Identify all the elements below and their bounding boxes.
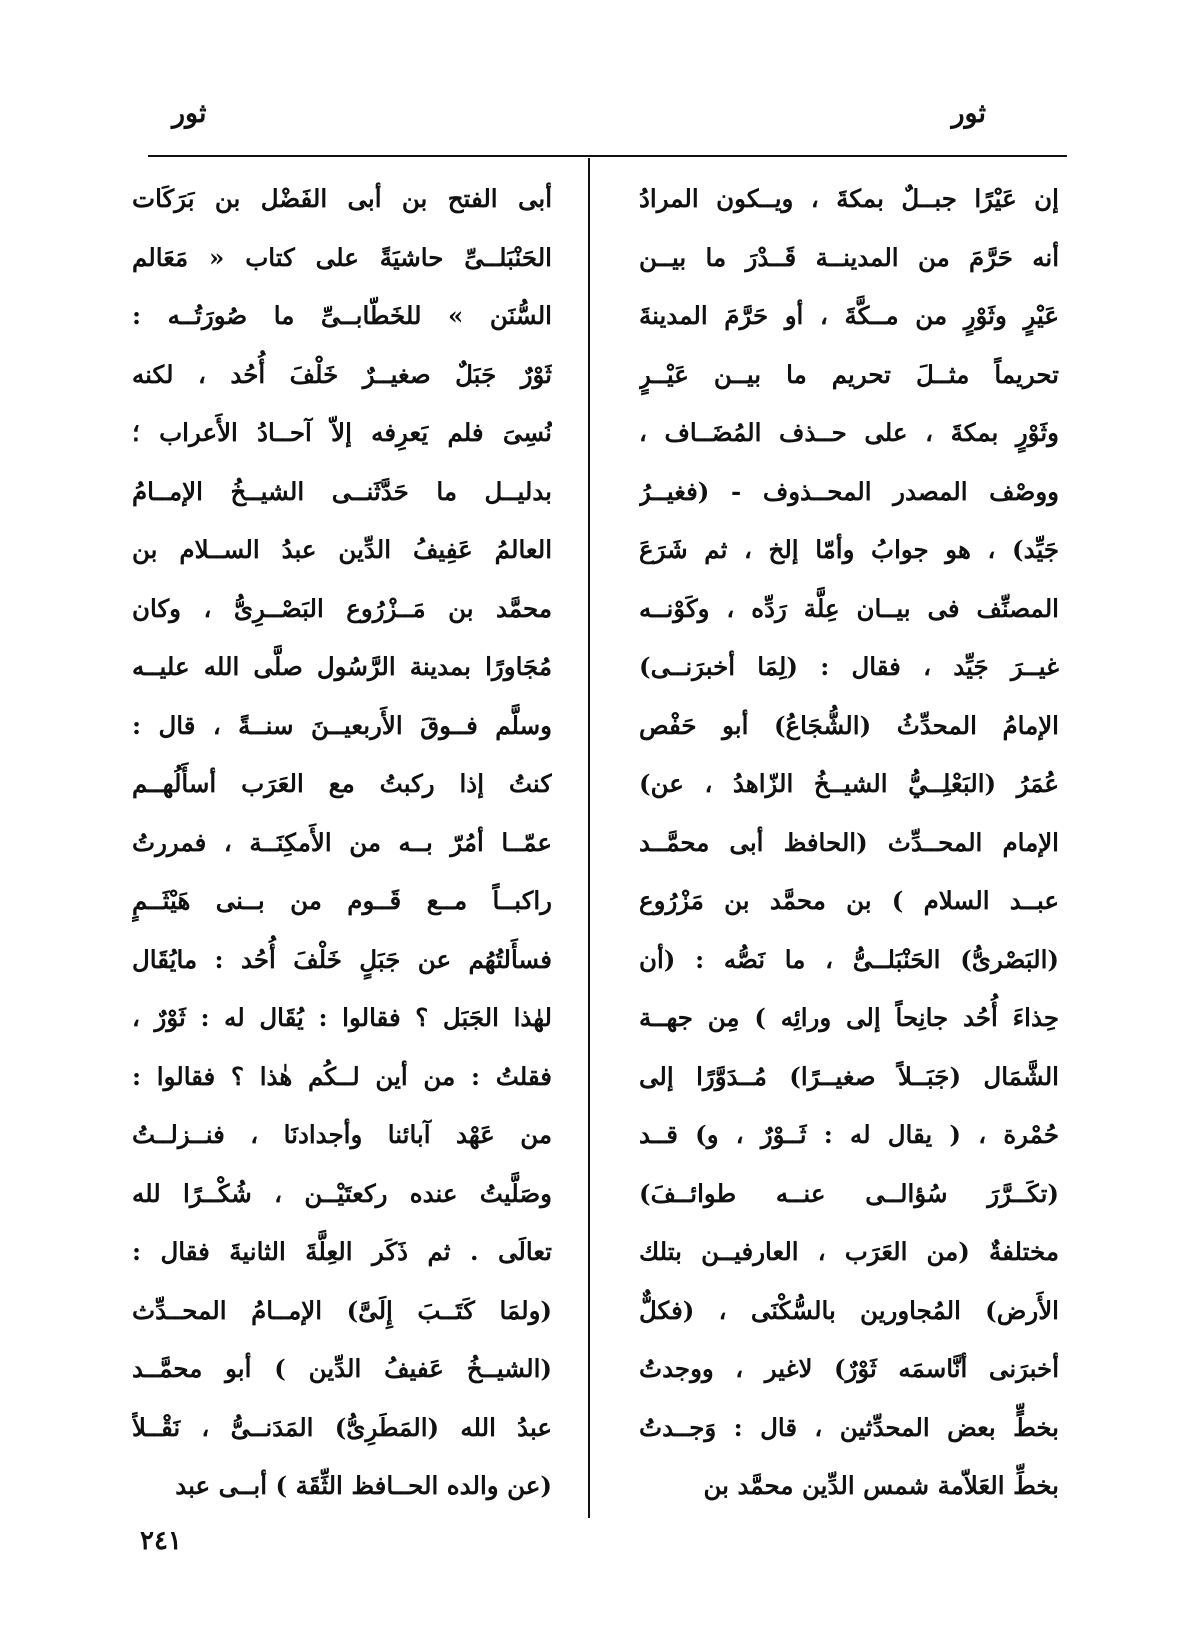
left-line: عمّــا أمُرّ بــه من الأَمكِنَــة ، فمررتُ xyxy=(132,827,552,857)
right-line: إن عَيْرًا جبــلٌ بمكةَ ، ويــكون المرادُ xyxy=(639,184,1059,213)
left-line: نُسِىَ فلم يَعرِفه إلاّ آحــادُ الأَعراب ؛ xyxy=(132,418,552,447)
right-line: (البَصْرىُّ) الحَنْبَلــىُّ ، ما نَصُّه : (أن xyxy=(639,944,1059,974)
left-line: (الشيــخُ عَفيفُ الدِّين ) أبو محمَّــد xyxy=(132,1354,552,1383)
right-line: ووصْف المصدر المحــذوف - (فغيــرُ xyxy=(639,476,1059,506)
page-number: ٢٤١ xyxy=(140,1526,182,1556)
right-line: عبــد السلام ) بن محمَّد بن مَزْرُوع xyxy=(639,886,1059,915)
left-line: تعالَى . ثم ذَكَر العِلَّةَ الثانيةَ فقال : xyxy=(132,1237,552,1266)
right-line: الشَّمَال (جَبَــلاً صغيــرًا) مُــدَوَّرًا إلى xyxy=(639,1061,1059,1091)
right-line: عُمَرُ (البَعْلِــيُّ الشيــخُ الزّاهدُ ، عن) xyxy=(639,769,1059,798)
column-divider xyxy=(588,158,590,1518)
left-line: وصَلَّيتُ عنده ركعتَيْــن ، شُكْــرًا لله xyxy=(132,1178,552,1208)
right-line: أنه حَرَّمَ من المدينــة قَــدْرَ ما بيــن xyxy=(639,242,1059,272)
left-line: فقلتُ : من أين لــكُم هٰذا ؟ فقالوا : xyxy=(132,1061,552,1091)
left-line: وسلَّم فــوقَ الأَربعيــنَ سنــةً ، قال : xyxy=(132,710,552,740)
right-line: عَيْرٍ وثَوْرٍ من مــكَّةَ ، أو حَرَّمَ المدينةَ xyxy=(639,301,1059,330)
left-line: بدليــل ما حَدَّثَنــى الشيــخُ الإمــامُ xyxy=(132,476,552,506)
running-header-right: ثور xyxy=(951,98,986,129)
right-line: (تكَــرَّرَ سُؤالــى عنــه طوائــفَ) xyxy=(639,1178,1059,1208)
right-column xyxy=(639,170,1059,1535)
right-line: الإمامُ المحدِّثُ (الشُّجَاعُ) أبو حَفْص xyxy=(639,710,1059,740)
left-line: مُجَاورًا بمدينة الرَّسُول صلَّى الله عليــه xyxy=(132,652,552,681)
left-line: (عن والده الحــافظ الثِّقَة ) أبــى عبد xyxy=(175,1471,552,1500)
right-line: غيــرَ جَيِّد ، فقال : (لِمَا أخبرَنــى) xyxy=(639,652,1059,681)
left-line: الحَنْبَلــىِّ حاشيَةً على كتاب « مَعَالم xyxy=(132,242,552,272)
left-line: أبى الفتح بن أبى الفَضْل بن بَرَكَات xyxy=(132,184,552,213)
right-line: بخطِّ العَلاّمة شمس الدِّين محمَّد بن xyxy=(703,1471,1059,1500)
left-line: لهٰذا الجَبَل ؟ فقالوا : يُقَال له : ثَوْرٌ ، xyxy=(132,1003,552,1032)
right-line: الإمام المحــدِّث (الحافظ أبى محمَّــد xyxy=(639,827,1059,857)
right-line: جَيِّد) ، هو جوابُ وأمّا إلخ ، ثم شَرَعَ xyxy=(639,535,1059,564)
right-line: مختلفةٌ (من العَرَب ، العارفيــن بتلك xyxy=(639,1237,1059,1266)
left-line: العالمُ عَفِيفُ الدِّين عبدُ الســلام بن xyxy=(132,535,552,564)
right-line: حِذاءَ أُحُد جانِحاً إلى ورائِه ) مِن جهــة xyxy=(639,1003,1059,1032)
right-line: الأَرض) المُجاورين بالسُّكْنَى ، (فكلٌّ xyxy=(639,1295,1059,1325)
right-line: وثَوْرٍ بمكةَ ، على حــذف المُضَــاف ، xyxy=(639,418,1059,447)
right-line: تحريماً مثــلَ تحريم ما بيــن عَيْــرٍ xyxy=(639,359,1059,389)
left-line: ثَوْرٌ جَبَلٌ صغيــرٌ خَلْفَ أُحُد ، لكنه xyxy=(132,359,552,389)
right-line: بخطٍّ بعض المحدِّثين ، قال : وَجــدتُ xyxy=(639,1412,1059,1442)
right-line: المصنِّف فى بيــان عِلَّة رَدِّه ، وكَوْنــه xyxy=(639,593,1059,623)
running-header-left: ثور xyxy=(172,98,207,129)
right-line: حُمْرة ، ( يقال له : ثَــوْرٌ ، و) قــد xyxy=(639,1120,1059,1149)
left-column xyxy=(132,170,552,1535)
left-line: كنتُ إذا ركبتُ مع العَرَب أسأَلُهــم xyxy=(132,769,552,798)
left-line: فسأَلتُهُم عن جَبَلٍ خَلْفَ أُحُد : مايُقَال xyxy=(132,944,552,974)
left-line: راكبــاً مــع قَــوم من بــنى هَيْثَــمٍ xyxy=(132,886,552,915)
left-line: من عَهْد آبائنا وأجدادنَا ، فنــزلــتُ xyxy=(132,1120,552,1149)
left-line: السُّنَن » للخَطّابــىِّ ما صُورَتُــه : xyxy=(132,301,552,330)
header-rule xyxy=(148,155,1067,157)
left-line: محمَّد بن مَــزْرُوع البَصْــرِىُّ ، وكان xyxy=(132,593,552,623)
left-line: عبدُ الله (المَطَرِىُّ) المَدَنــىُّ ، نَقْــلاً xyxy=(132,1412,552,1442)
right-line: أخبرَنى أنَّاسمَه ثَوْرٌ) لاغير ، ووجدتُ xyxy=(639,1354,1059,1383)
left-line: (ولمَا كَتَــبَ إِلَىَّ) الإمــامُ المحــدِّث xyxy=(132,1295,552,1325)
